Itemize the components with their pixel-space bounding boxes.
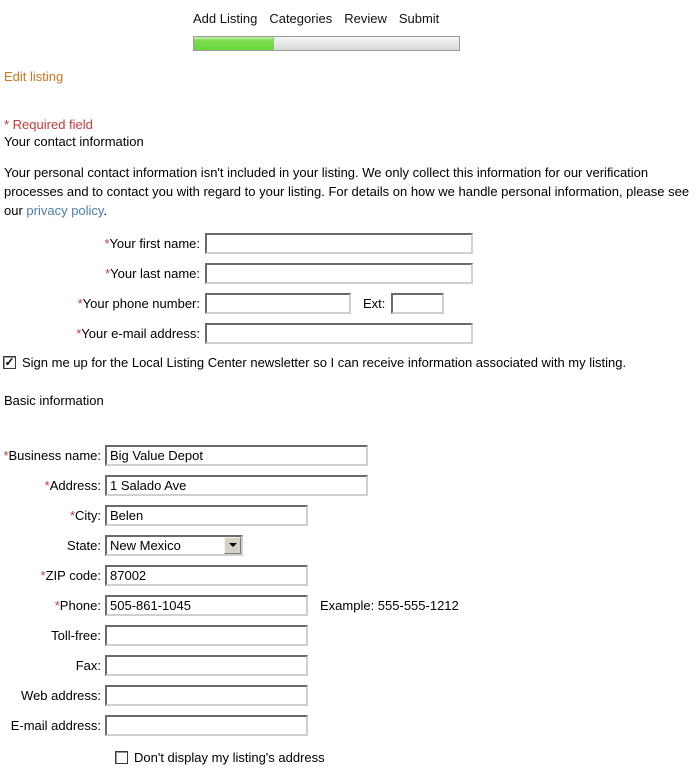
- city-label: [0, 508, 105, 523]
- hide-address-label: Don't display my listing's address: [134, 750, 325, 765]
- required-star: *: [3, 447, 9, 463]
- last-name-row: [0, 258, 699, 288]
- address-label-text: Address:: [49, 477, 101, 493]
- last-name-label: [0, 266, 205, 281]
- hide-address-row: [115, 750, 325, 765]
- state-select-value: New Mexico: [110, 537, 181, 553]
- newsletter-checkbox[interactable]: ✓: [4, 355, 15, 369]
- contact-phone-row: [0, 288, 699, 318]
- fax-label-text: Fax:: [75, 657, 101, 673]
- business-name-label-text: Business name:: [8, 447, 101, 463]
- fax-input[interactable]: [105, 655, 308, 676]
- contact-phone-input[interactable]: [205, 293, 351, 314]
- toll-free-input[interactable]: [105, 625, 308, 646]
- state-label-text: State:: [67, 537, 101, 553]
- listing-email-input[interactable]: [105, 715, 308, 736]
- required-star: *: [44, 477, 50, 493]
- chevron-down-icon: [229, 543, 237, 547]
- last-name-input[interactable]: [205, 263, 473, 284]
- state-select-dropdown-button[interactable]: [224, 537, 241, 554]
- edit-listing-link[interactable]: Edit listing: [4, 69, 64, 84]
- privacy-policy-link[interactable]: privacy policy: [26, 203, 104, 218]
- business-name-label: [0, 448, 105, 463]
- business-name-input[interactable]: [105, 445, 368, 466]
- required-star: *: [104, 235, 110, 251]
- newsletter-label: Sign me up for the Local Listing Center newsletter so I can receive information associated with my listing.: [22, 355, 627, 370]
- web-address-input[interactable]: [105, 685, 308, 706]
- toll-free-label: [0, 628, 105, 643]
- state-row: [0, 530, 699, 560]
- contact-email-label-text: Your e-mail address:: [81, 325, 200, 341]
- city-label-text: City:: [75, 507, 101, 523]
- listing-email-label-text: E-mail address:: [10, 717, 101, 733]
- business-phone-input[interactable]: [105, 595, 308, 616]
- state-select[interactable]: [105, 535, 243, 556]
- required-star: *: [40, 567, 46, 583]
- wizard-progress-bar: [193, 36, 460, 51]
- city-input[interactable]: [105, 505, 308, 526]
- toll-free-label-text: Toll-free:: [51, 627, 101, 643]
- address-label: [0, 478, 105, 493]
- basic-form: [0, 440, 699, 740]
- contact-email-input[interactable]: [205, 323, 473, 344]
- privacy-description: [4, 163, 696, 220]
- city-row: [0, 500, 699, 530]
- first-name-label-text: Your first name:: [109, 235, 200, 251]
- zip-label: [0, 568, 105, 583]
- hide-address-checkbox[interactable]: [115, 751, 128, 764]
- first-name-input[interactable]: [205, 233, 473, 254]
- contact-section-heading: Your contact information: [4, 134, 144, 149]
- business-name-row: [0, 440, 699, 470]
- last-name-label-text: Your last name:: [110, 265, 200, 281]
- basic-section-heading: Basic information: [4, 393, 104, 408]
- required-star: *: [54, 597, 60, 613]
- required-star: *: [77, 295, 83, 311]
- business-phone-row: [0, 590, 699, 620]
- contact-email-label: [0, 326, 205, 341]
- contact-phone-label-text: Your phone number:: [82, 295, 200, 311]
- required-field-note: * Required field: [4, 117, 93, 132]
- business-phone-label-text: Phone:: [59, 597, 101, 613]
- web-address-label-text: Web address:: [21, 687, 101, 703]
- step-submit: Submit: [398, 11, 440, 26]
- address-row: [0, 470, 699, 500]
- toll-free-row: [0, 620, 699, 650]
- step-review: Review: [344, 11, 387, 26]
- contact-email-row: [0, 318, 699, 348]
- first-name-row: [0, 228, 699, 258]
- zip-label-text: ZIP code:: [45, 567, 101, 583]
- fax-label: [0, 658, 105, 673]
- privacy-description-text: Your personal contact information isn't included in your listing. We only collect this information for our verification processes and to contact you with regard to your listing. For details on how we handle personal information, please see our: [4, 165, 690, 218]
- newsletter-row: [3, 355, 693, 370]
- listing-email-row: [0, 710, 699, 740]
- state-label: [0, 538, 105, 553]
- fax-row: [0, 650, 699, 680]
- phone-example-hint: Example: 555-555-1212: [320, 597, 459, 613]
- required-star: *: [76, 325, 82, 341]
- privacy-description-period: .: [103, 203, 108, 218]
- contact-form: [0, 228, 699, 348]
- required-star: *: [69, 507, 75, 523]
- web-address-row: [0, 680, 699, 710]
- zip-input[interactable]: [105, 565, 308, 586]
- contact-phone-label: [0, 296, 205, 311]
- ext-input[interactable]: [391, 293, 444, 314]
- first-name-label: [0, 236, 205, 251]
- web-address-label: [0, 688, 105, 703]
- listing-email-label: [0, 718, 105, 733]
- wizard-steps: [193, 11, 439, 26]
- ext-label: Ext:: [363, 295, 386, 311]
- business-phone-label: [0, 598, 105, 613]
- step-add-listing: Add Listing: [193, 11, 258, 26]
- address-input[interactable]: [105, 475, 368, 496]
- wizard-progress-fill: [194, 37, 274, 50]
- step-categories: Categories: [269, 11, 333, 26]
- zip-row: [0, 560, 699, 590]
- required-star: *: [105, 265, 111, 281]
